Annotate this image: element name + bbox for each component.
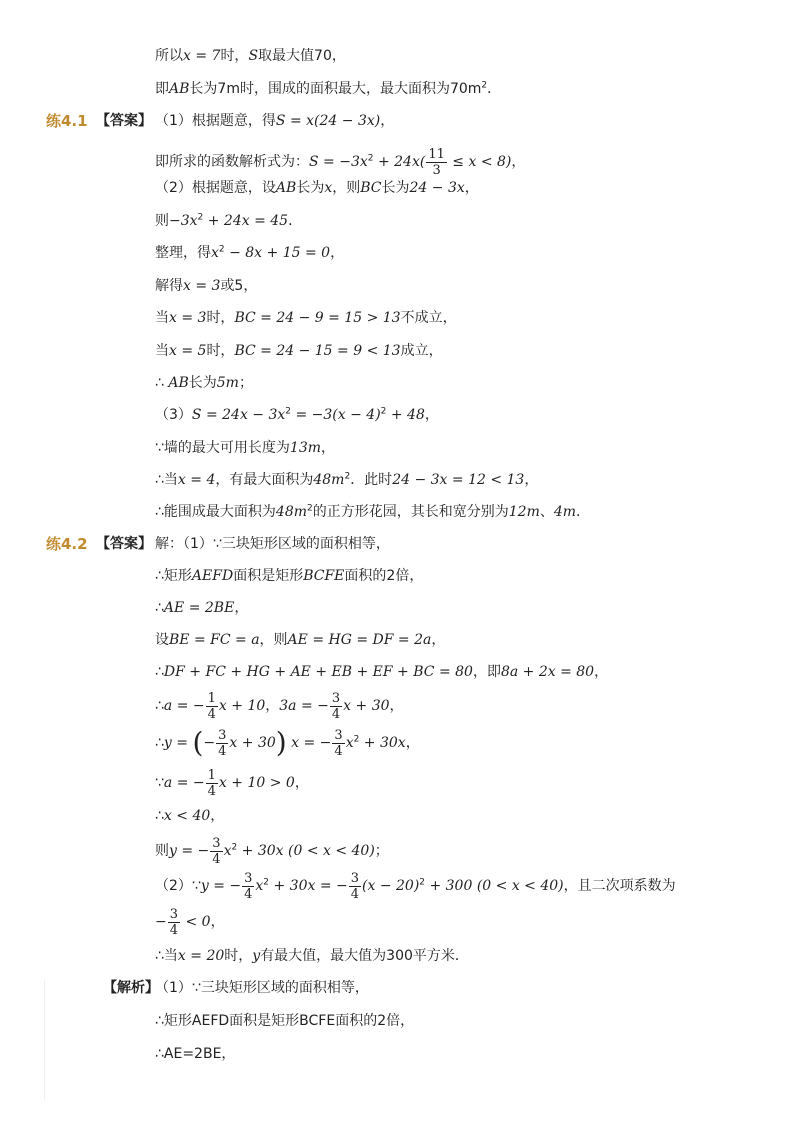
math: 5m — [216, 375, 239, 391]
numerator: 1 — [207, 690, 216, 706]
text: ， — [210, 914, 225, 930]
text: 长为 — [381, 180, 410, 196]
denominator: 4 — [244, 886, 253, 902]
denominator: 3 — [432, 162, 441, 178]
math: x — [255, 878, 264, 894]
line-21 — [155, 688, 404, 724]
numerator: 3 — [169, 906, 179, 922]
math: x = 5 — [169, 343, 207, 359]
text: ． — [576, 504, 591, 520]
text: ∴当 — [155, 472, 178, 488]
math: a = − — [163, 775, 205, 791]
text: ， — [464, 180, 479, 196]
math: x — [223, 843, 232, 859]
math: x = 3 — [183, 278, 221, 294]
math: AE = HG = DF = 2a — [287, 632, 432, 648]
text: 、 — [539, 504, 554, 520]
text: ，则 — [259, 632, 288, 648]
fraction — [332, 728, 344, 759]
line-19 — [155, 630, 445, 650]
math: + 30x — [359, 735, 406, 751]
text: ， — [330, 245, 345, 261]
math: x — [324, 180, 333, 196]
math: + 30x (0 < x < 40) — [237, 843, 375, 859]
text: 当 — [155, 343, 169, 359]
line-5 — [155, 178, 479, 198]
math: BCFE — [303, 568, 345, 584]
text: ，且二次项系数为 — [563, 878, 676, 894]
line-18 — [155, 598, 248, 618]
text: ， — [511, 154, 526, 170]
math: 48m — [313, 472, 345, 488]
line-20 — [155, 662, 608, 682]
text: ； — [238, 375, 253, 391]
math: x = 3 — [169, 310, 207, 326]
denominator: 4 — [212, 851, 221, 867]
numerator: 3 — [331, 690, 341, 706]
text: ， — [405, 735, 420, 751]
fraction — [242, 871, 254, 902]
line-12 — [155, 405, 439, 425]
denominator: 4 — [218, 743, 227, 759]
line-1 — [155, 46, 346, 66]
superscript: 2 — [481, 80, 488, 91]
math: DF + FC + HG + AE + EB + EF + BC = 80 — [163, 664, 473, 680]
fraction — [349, 871, 361, 902]
line-17 — [155, 566, 423, 586]
math: S = x(24 − 3x) — [275, 113, 381, 129]
numerator: 3 — [212, 835, 221, 851]
text: ∵墙的最大可用长度为 — [155, 440, 290, 456]
math: x = 4 — [177, 472, 216, 488]
denominator: 4 — [207, 783, 216, 799]
math: x = 7 — [183, 48, 221, 64]
text: ∴ — [155, 375, 169, 391]
math: 8a + 2x = 80 — [500, 664, 595, 680]
line-9 — [155, 308, 457, 328]
text: 有最大值，最大值为300平方米． — [260, 948, 469, 964]
text: ∵ — [155, 775, 164, 791]
line-25 — [155, 833, 389, 869]
line-6 — [155, 211, 302, 231]
text: 时， — [220, 48, 249, 64]
line-3 — [155, 111, 394, 131]
text: ，即 — [472, 664, 501, 680]
text: ∴ — [155, 600, 164, 616]
text: ， — [524, 472, 539, 488]
denominator: 4 — [331, 706, 341, 722]
text: ，有最大面积为 — [215, 472, 314, 488]
text: ∴能围成最大面积为 — [155, 504, 276, 520]
math: = −3(x − 4) — [291, 407, 381, 423]
math: x = 20 — [177, 948, 225, 964]
fraction — [330, 691, 342, 722]
math: x — [345, 735, 354, 751]
text: 整理，得 — [155, 245, 211, 261]
text: （1）∵三块矩形区域的面积相等， — [155, 980, 369, 996]
superscript: 2 — [307, 503, 313, 514]
text: 即 — [155, 81, 169, 97]
math: S = 24x − 3x — [191, 407, 286, 423]
superscript: 2 — [419, 877, 426, 888]
math: + 24x = 45 — [203, 213, 289, 229]
exercise-label-4-2: 练4.2 — [46, 535, 88, 553]
text: 或5， — [220, 278, 258, 294]
answer-tag: 【答案】 — [96, 113, 152, 129]
text: 解：（1）∵三块矩形区域的面积相等， — [155, 536, 390, 552]
math: + 48 — [386, 407, 425, 423]
fraction — [168, 907, 180, 938]
math: x < 40 — [163, 808, 211, 824]
line-22 — [155, 725, 420, 761]
line-7 — [155, 243, 344, 263]
line-4 — [155, 144, 525, 180]
superscript: 2 — [353, 734, 360, 745]
text: ∴矩形 — [155, 568, 192, 584]
text: ∴ — [155, 698, 164, 714]
text: ∴ — [155, 664, 164, 680]
text: ， — [389, 698, 404, 714]
math: BC — [360, 180, 382, 196]
numerator: 3 — [244, 870, 253, 886]
line-29 — [155, 978, 369, 998]
math: − 8x + 15 = 0 — [224, 245, 331, 261]
numerator: 3 — [350, 870, 360, 886]
math: AB — [275, 180, 297, 196]
fraction — [426, 147, 447, 178]
exercise-label-4-1: 练4.1 — [46, 112, 88, 130]
line-15 — [155, 502, 590, 522]
text: ，则 — [332, 180, 361, 196]
numerator: 3 — [218, 727, 227, 743]
text: ， — [594, 664, 609, 680]
text: 面积的2倍， — [344, 568, 424, 584]
line-23 — [155, 765, 309, 801]
text: 长为 — [296, 180, 325, 196]
denominator: 4 — [169, 922, 179, 938]
line-2 — [155, 79, 501, 99]
superscript: 2 — [231, 842, 238, 853]
math: a = − — [163, 698, 205, 714]
numerator: 11 — [428, 146, 445, 162]
text: ∴矩形AEFD面积是矩形BCFE面积的2倍， — [155, 1013, 415, 1029]
text: 时， — [206, 310, 235, 326]
numerator: 3 — [334, 727, 343, 743]
denominator: 4 — [350, 886, 360, 902]
math: 48m — [275, 504, 308, 520]
text: 则 — [155, 843, 169, 859]
math: x + 10 > 0 — [218, 775, 295, 791]
math: 4m — [553, 504, 577, 520]
text: （3） — [155, 407, 192, 423]
math: ≤ x < 8) — [447, 154, 512, 170]
math: AB — [169, 81, 190, 97]
text: ， — [265, 698, 280, 714]
math: 12m — [508, 504, 540, 520]
math: AE = 2BE — [163, 600, 235, 616]
text: ． — [288, 213, 303, 229]
math: + 30x = − — [269, 878, 348, 894]
text: 时， — [206, 343, 235, 359]
math: x + 10 — [218, 698, 266, 714]
text: （2）根据题意，设 — [155, 180, 276, 196]
fraction — [216, 728, 228, 759]
line-24 — [155, 806, 224, 826]
text: ， — [380, 113, 395, 129]
text: 当 — [155, 310, 169, 326]
text: 长为 — [188, 375, 217, 391]
superscript: 2 — [197, 212, 204, 223]
math: 24 − 3x = 12 < 13 — [392, 472, 525, 488]
superscript: 2 — [218, 244, 225, 255]
denominator: 4 — [334, 743, 343, 759]
math: S = −3x — [309, 154, 368, 170]
text: 不成立， — [400, 310, 457, 326]
math: (x − 20) — [362, 878, 420, 894]
line-30 — [155, 1011, 414, 1031]
line-26 — [155, 868, 676, 904]
line-14 — [155, 470, 538, 490]
math: − — [155, 914, 167, 930]
math: 3a = − — [279, 698, 329, 714]
fraction — [206, 768, 218, 799]
line-16 — [155, 534, 390, 554]
math: y — [252, 948, 261, 964]
line-31 — [155, 1044, 235, 1064]
math: S — [248, 48, 259, 64]
text: 则 — [155, 213, 169, 229]
text: 取最大值70， — [258, 48, 346, 64]
math: − — [203, 735, 216, 751]
math: + 300 (0 < x < 40) — [425, 878, 564, 894]
fraction — [206, 691, 218, 722]
text: ， — [424, 407, 439, 423]
text: ， — [294, 775, 309, 791]
fraction — [210, 836, 222, 867]
math: x + 30 — [343, 698, 390, 714]
denominator: 4 — [207, 706, 216, 722]
math: y = — [163, 735, 193, 751]
math: y = − — [169, 843, 210, 859]
analysis-tag: 【解析】 — [103, 980, 159, 996]
math: −3x — [169, 213, 198, 229]
text: ， — [210, 808, 225, 824]
text: 长为7m时，围成的面积最大，最大面积为70m — [189, 81, 482, 97]
text: 所以 — [155, 48, 183, 64]
math: x + 30 — [229, 735, 276, 751]
math: 13m — [289, 440, 322, 456]
line-13 — [155, 438, 335, 458]
left-paren: ( — [192, 726, 204, 759]
text: ； — [374, 843, 389, 859]
math: < 0 — [181, 914, 211, 930]
math: AB — [168, 375, 189, 391]
math: 24 − 3x — [409, 180, 465, 196]
text: ， — [234, 600, 249, 616]
text: ∴ — [155, 735, 164, 751]
text: ， — [431, 632, 446, 648]
text: ∴当 — [155, 948, 178, 964]
text: ， — [321, 440, 336, 456]
margin-rule — [44, 980, 45, 1100]
math: BC = 24 − 15 = 9 < 13 — [234, 343, 401, 359]
text: 面积是矩形 — [233, 568, 304, 584]
text: 设 — [155, 632, 169, 648]
superscript: 2 — [367, 153, 374, 164]
right-paren: ) — [275, 726, 287, 759]
text: 的正方形花园，其长和宽分别为 — [312, 504, 509, 520]
math: + 24x( — [373, 154, 426, 170]
math: BE = FC = a — [169, 632, 260, 648]
superscript: 2 — [344, 471, 351, 482]
line-27 — [155, 904, 225, 940]
line-11 — [155, 373, 253, 393]
math: x — [211, 245, 219, 261]
text: 时， — [224, 948, 253, 964]
text: ． — [487, 81, 502, 97]
math: y = − — [200, 878, 242, 894]
text: ∴ — [155, 808, 164, 824]
superscript: 2 — [285, 406, 292, 417]
numerator: 1 — [207, 767, 216, 783]
superscript: 2 — [263, 877, 270, 888]
text: （2）∵ — [155, 878, 201, 894]
math: x = − — [286, 735, 332, 751]
text: 即所求的函数解析式为： — [155, 154, 309, 170]
text: ．此时 — [350, 472, 393, 488]
line-28 — [155, 946, 469, 966]
line-8 — [155, 276, 257, 296]
text: 解得 — [155, 278, 183, 294]
math: BC = 24 − 9 = 15 > 13 — [234, 310, 401, 326]
answer-tag: 【答案】 — [96, 536, 152, 552]
line-10 — [155, 341, 443, 361]
text: 成立， — [400, 343, 443, 359]
math: AEFD — [191, 568, 234, 584]
text: （1）根据题意，得 — [155, 113, 276, 129]
text: ∴AE=2BE， — [155, 1046, 236, 1062]
superscript: 2 — [380, 406, 387, 417]
